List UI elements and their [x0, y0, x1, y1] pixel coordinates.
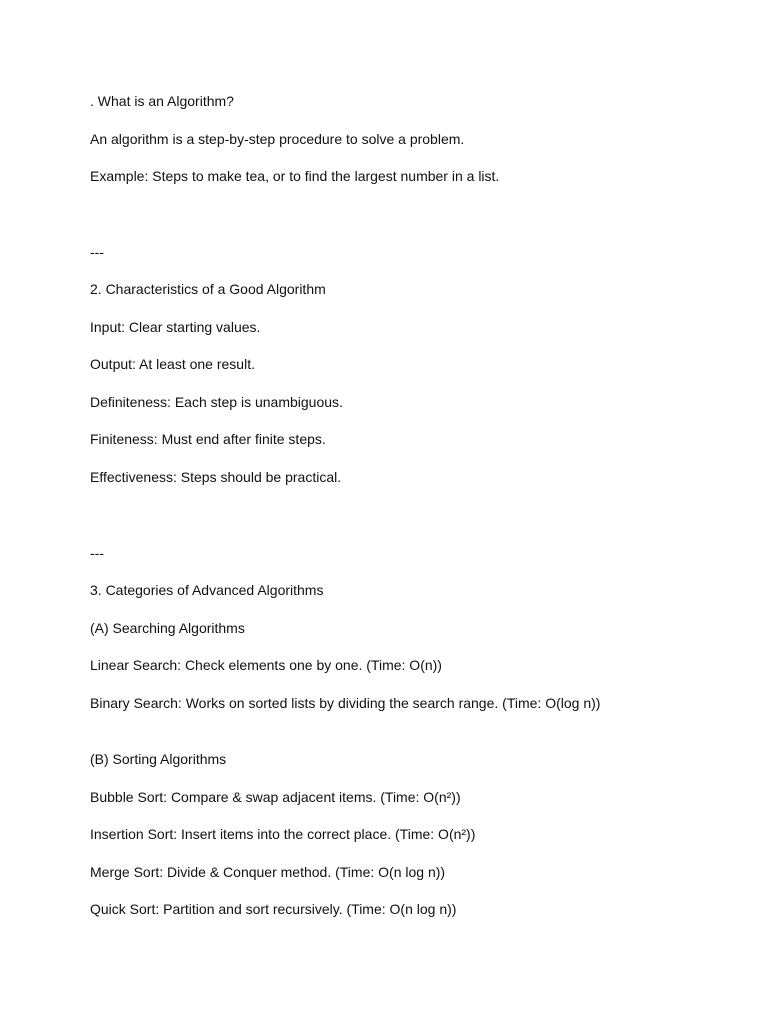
- characteristic-definiteness: Definiteness: Each step is unambiguous.: [90, 394, 343, 410]
- section-heading-categories: 3. Categories of Advanced Algorithms: [90, 582, 324, 598]
- algorithm-definition: An algorithm is a step-by-step procedure to solve a problem.: [90, 131, 465, 147]
- characteristic-effectiveness: Effectiveness: Steps should be practical.: [90, 469, 342, 485]
- section-heading-what-is-algorithm: . What is an Algorithm?: [90, 93, 234, 109]
- characteristic-output: Output: At least one result.: [90, 356, 255, 372]
- bubble-sort-item: Bubble Sort: Compare & swap adjacent items. (Time: O(n²)): [90, 789, 461, 805]
- separator: ---: [90, 545, 104, 561]
- subheading-searching-algorithms: (A) Searching Algorithms: [90, 620, 245, 636]
- insertion-sort-item: Insertion Sort: Insert items into the correct place. (Time: O(n²)): [90, 826, 476, 842]
- binary-search-item: Binary Search: Works on sorted lists by dividing the search range. (Time: O(log n)): [90, 695, 601, 711]
- separator: ---: [90, 244, 104, 260]
- quick-sort-item: Quick Sort: Partition and sort recursively. (Time: O(n log n)): [90, 901, 457, 917]
- algorithm-example: Example: Steps to make tea, or to find the largest number in a list.: [90, 168, 500, 184]
- section-heading-characteristics: 2. Characteristics of a Good Algorithm: [90, 281, 326, 297]
- linear-search-item: Linear Search: Check elements one by one. (Time: O(n)): [90, 657, 442, 673]
- characteristic-finiteness: Finiteness: Must end after finite steps.: [90, 431, 326, 447]
- characteristic-input: Input: Clear starting values.: [90, 319, 261, 335]
- subheading-sorting-algorithms: (B) Sorting Algorithms: [90, 751, 227, 767]
- merge-sort-item: Merge Sort: Divide & Conquer method. (Time: O(n log n)): [90, 864, 446, 880]
